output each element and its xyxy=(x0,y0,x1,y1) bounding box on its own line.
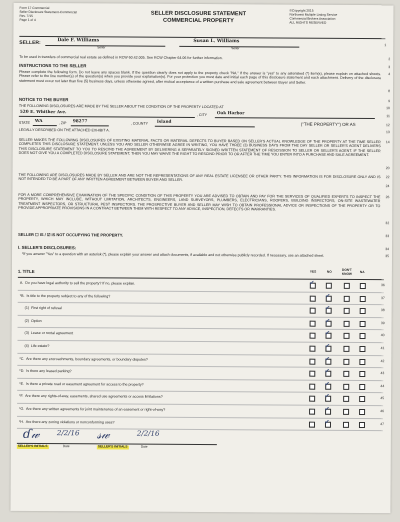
line-number: 4 xyxy=(388,72,391,77)
check-mark-icon: ✔ xyxy=(324,355,330,363)
check-mark-icon: ✔ xyxy=(324,418,330,426)
check-mark-icon: ✔ xyxy=(324,367,330,375)
line-number: 22 xyxy=(385,175,390,180)
address-value: 520 E. Whither Ave. xyxy=(19,108,67,115)
form-title xyxy=(133,11,263,25)
answer-checkbox-dk[interactable] xyxy=(343,384,349,390)
disclosure-form-page xyxy=(10,3,393,513)
answer-checkbox-na[interactable] xyxy=(359,346,365,352)
copyright-line: ©Copyright 2015 xyxy=(289,8,314,13)
answer-checkbox-yes[interactable] xyxy=(309,383,315,389)
form-id-line: Rev. 7/15 xyxy=(19,13,33,18)
line-number: 14 xyxy=(385,140,390,145)
line-number: 13 xyxy=(385,130,390,135)
title-question: *F. Are there any rights-of-way, easements, shared use agreements or access limitations? xyxy=(19,394,163,400)
title-question: (1) First right of refusal xyxy=(19,306,62,311)
answer-checkbox-yes[interactable] xyxy=(309,409,315,415)
date-label-2: Date xyxy=(140,444,148,449)
city-label: , CITY xyxy=(196,112,208,118)
line-number: 40 xyxy=(380,333,385,338)
answer-checkbox-yes[interactable] xyxy=(310,320,316,326)
date-label-1: Date xyxy=(62,444,70,449)
form-id-block xyxy=(19,7,119,23)
zip-field[interactable] xyxy=(71,119,109,126)
line-number: 36 xyxy=(381,283,385,288)
answer-checkbox-na[interactable] xyxy=(359,359,365,365)
title-section xyxy=(17,267,384,431)
answer-checkbox-yes[interactable] xyxy=(309,421,315,427)
property-label: ("THE PROPERTY") OR AS xyxy=(300,121,356,127)
title-question: (4) Life estate? xyxy=(19,343,50,349)
title-rows xyxy=(17,278,384,431)
answer-checkbox-na[interactable] xyxy=(360,321,366,327)
line-number: 20 xyxy=(385,166,390,171)
answer-checkbox-yes[interactable] xyxy=(310,295,316,301)
line-number: 2 xyxy=(388,57,391,62)
answer-checkbox-na[interactable] xyxy=(360,283,366,289)
line-number: 9 xyxy=(388,99,390,104)
answer-checkbox-yes[interactable] xyxy=(309,371,315,377)
seller-label: SELLER: xyxy=(19,39,41,47)
county-field[interactable] xyxy=(155,120,255,128)
copyright-line: Commercial Brokers Association xyxy=(289,16,336,21)
check-mark-icon: ✔ xyxy=(325,304,331,312)
initials-label-2: SELLER'S INITIALS xyxy=(97,444,128,449)
title-question: (3) Lease or rental agreement xyxy=(19,331,74,336)
disclosure-paragraph-2: THE FOLLOWING ARE DISCLOSURES MADE BY SELLER AND ARE NOT THE REPRESENTATIONS OF ANY REAL ESTATE LICENSEE OR OTHER PARTY. THIS INFORMATION IS FOR DISCLOSURE ONLY AND IS NOT INTENDED TO BE A PART OF ANY WRITTEN AGREEMENT BETWEEN BUYER AND SELLER. xyxy=(18,172,381,183)
line-number: 42 xyxy=(380,358,385,363)
answer-checkbox-dk[interactable] xyxy=(344,321,350,327)
col-yes: YES xyxy=(309,269,317,274)
answer-checkbox-no[interactable] xyxy=(326,283,332,289)
copyright-line: ALL RIGHTS RESERVED xyxy=(289,20,327,25)
answer-checkbox-yes[interactable] xyxy=(309,358,315,364)
check-mark-icon: ✔ xyxy=(324,393,330,401)
title-question: *H. Are there any zoning violations or nonconforming uses? xyxy=(18,419,115,424)
answer-checkbox-na[interactable] xyxy=(359,421,365,427)
answer-checkbox-na[interactable] xyxy=(359,384,365,390)
zip-label: , ZIP xyxy=(58,121,67,126)
line-number: 41 xyxy=(380,346,385,351)
title-question: *D. Is there any leased parking? xyxy=(19,369,72,374)
check-mark-icon: ✔ xyxy=(325,292,331,300)
title-question: *E. Is there a private road or easement agreement for access to the property? xyxy=(19,381,144,387)
sellers-disclosures-text: *If you answer "Yes" to a question with an asterisk (*), please explain your answer and attach documents, if available and not otherwise publicly recorded. If necessary, use an attached sheet. xyxy=(22,251,325,258)
title-question: *B. Is title to the property subject to any of the following? xyxy=(19,293,111,299)
footer xyxy=(17,427,379,469)
state-field[interactable] xyxy=(33,119,57,126)
disclosure-paragraph-3: FOR A MORE COMPREHENSIVE EXAMINATION OF THE SPECIFIC CONDITION OF THIS PROPERTY YOU ARE ADVISED TO OBTAIN AND PAY FOR THE SERVICES OF QUALIFIED EXPERTS TO INSPECT THE PROPERTY, WHICH MAY INCLUDE, WITHOUT LIMITATION, ARCHITECTS, ENGINEERS, LAND SURVEYORS, PLUMBERS, ELECTRICIANS, ROOFERS, BUILDING INSPECTORS, ON-SITE WASTEWATER TREATMENT INSPECTORS, OR STRUCTURAL PEST INSPECTORS. THE PROSPECTIVE BUYER AND SELLER MAY WISH TO OBTAIN PROFESSIONAL ADVICE OR INSPECTIONS OF THE PROPERTY OR TO PROVIDE APPROPRIATE PROVISIONS IN A CONTRACT BETWEEN THEM WITH RESPECT TO ANY ADVICE, INSPECTION, DEFECTS OR WARRANTIES. xyxy=(18,192,381,212)
seller-row xyxy=(19,39,385,53)
line-number: 3 xyxy=(388,65,391,70)
answer-checkbox-na[interactable] xyxy=(359,409,365,415)
answer-checkbox-dk[interactable] xyxy=(343,409,349,415)
answer-checkbox-na[interactable] xyxy=(359,371,365,377)
notice-text: THE FOLLOWING DISCLOSURES ARE MADE BY THE SELLER ABOUT THE CONDITION OF THE PROPERTY LOCATED AT xyxy=(18,103,224,110)
initials-label-1: SELLER'S INITIALS xyxy=(17,443,48,449)
check-mark-icon: ✔ xyxy=(324,380,330,388)
seller-sub-1: Seller xyxy=(97,45,106,50)
county-label: , COUNTY xyxy=(130,121,149,126)
answer-checkbox-dk[interactable] xyxy=(343,421,349,427)
answer-checkbox-yes[interactable] xyxy=(310,308,316,314)
state-label: STATE xyxy=(18,120,30,125)
line-number: 1 xyxy=(384,43,387,48)
form-title-line2: COMMERCIAL PROPERTY xyxy=(163,17,234,24)
line-number: 39 xyxy=(380,320,385,325)
line-number: 24 xyxy=(385,184,390,189)
check-mark-icon: ✔ xyxy=(324,405,330,413)
title-question: *G. Are there any written agreements for joint maintenance of an easement or right-of-way? xyxy=(19,406,166,412)
answer-checkbox-yes[interactable] xyxy=(309,396,315,402)
copyright-block xyxy=(289,10,389,26)
answer-checkbox-yes[interactable] xyxy=(309,346,315,352)
answer-checkbox-dk[interactable] xyxy=(343,396,349,402)
footer-date-2: 2/2/16 xyxy=(136,429,160,438)
line-number: 26 xyxy=(385,195,390,200)
check-mark-icon: ✔ xyxy=(324,342,331,350)
line-number: 44 xyxy=(380,383,385,388)
answer-checkbox-dk[interactable] xyxy=(343,346,349,352)
line-number: 46 xyxy=(380,409,385,414)
occupying-statement: SELLER ☐ IS / ☑ IS NOT OCCUPYING THE PROPERTY. xyxy=(18,231,124,238)
seller-name-1: Dale F. Williams xyxy=(57,38,100,44)
col-na: NA xyxy=(359,269,365,274)
intro-text: To be used in transfers of commercial real estate as defined in RCW 60.42.005. See RCW Chapter 64.06 for further information. xyxy=(19,54,223,61)
form-id-line: Page 1 of 4 xyxy=(19,17,36,22)
city-value: Oak Harbor xyxy=(216,110,245,116)
line-number: 37 xyxy=(380,295,385,300)
title-question: A. Do you have legal authority to sell the property? If no, please explain. xyxy=(19,280,136,286)
seller-sub-2: Seller xyxy=(231,46,240,51)
check-mark-icon: ✔ xyxy=(325,330,331,338)
line-number: 12 xyxy=(386,123,390,128)
line-number: 47 xyxy=(380,421,385,426)
title-heading: 1. TITLE xyxy=(17,268,35,274)
answer-checkbox-dk[interactable] xyxy=(343,371,349,377)
answer-checkbox-na[interactable] xyxy=(360,308,366,314)
title-question: *C. Are there any encroachments, boundary agreements, or boundary disputes? xyxy=(19,356,148,362)
form-title-line1: SELLER DISCLOSURE STATEMENT xyxy=(150,10,247,18)
col-dont-know: DON'T KNOW xyxy=(341,267,352,276)
answer-checkbox-na[interactable] xyxy=(360,296,366,302)
title-question: (2) Option xyxy=(19,318,42,323)
line-number: 34 xyxy=(385,247,390,252)
line-number: 35 xyxy=(385,254,390,259)
answer-checkbox-dk[interactable] xyxy=(344,283,350,289)
answer-checkbox-dk[interactable] xyxy=(344,333,350,339)
instructions-text: Please complete the following form. Do not leave any spaces blank. If the question clearly does not apply to the property check "NA." If the answer is "yes" to any asterisked (*) item(s), please explain on attached sheets. Please refer to the line number(s) of the question(s) when you provide your explanation(s). For your protection you must date and initial each page of this disclosure statement and each attachment. Delivery of the disclosure statement must occur not later than five (5) business days, unless otherwise agreed, after mutual acceptance of a written purchase and sale agreement between Buyer and Seller. xyxy=(19,69,382,85)
seller-name-2: Susan L. Williams xyxy=(193,38,240,45)
form-id-line: Seller Disclosure Statement-Commercial xyxy=(19,9,77,15)
check-mark-icon: ✔ xyxy=(325,317,331,325)
address-field[interactable] xyxy=(19,110,195,118)
legal-description: LEGALLY DESCRIBED ON THE ATTACHED EXHIBIT A. xyxy=(18,127,110,133)
footer-date-1: 2/2/16 xyxy=(56,429,80,438)
sellers-disclosures-heading: I. SELLER'S DISCLOSURES: xyxy=(18,244,77,251)
answer-checkbox-yes[interactable] xyxy=(310,333,316,339)
answer-checkbox-dk[interactable] xyxy=(344,295,350,301)
city-field[interactable] xyxy=(215,111,375,119)
line-number: 33 xyxy=(385,234,390,239)
line-number: 11 xyxy=(386,114,390,119)
line-number: 10 xyxy=(386,106,390,111)
copyright-line: Northwest Multiple Listing Service xyxy=(289,12,338,17)
line-number: 8 xyxy=(388,89,391,94)
check-mark-icon: ✔ xyxy=(309,279,315,287)
answer-checkbox-dk[interactable] xyxy=(343,358,349,364)
answer-checkbox-na[interactable] xyxy=(359,396,365,402)
zip-value: 98277 xyxy=(72,118,88,124)
line-number: 32 xyxy=(385,221,390,226)
instructions-heading: INSTRUCTIONS TO THE SELLER xyxy=(19,62,87,69)
line-number: 43 xyxy=(380,371,385,376)
seller-initials-signature-2: 𝓈𝓌 xyxy=(96,427,110,442)
line-number: 45 xyxy=(380,396,385,401)
answer-checkbox-na[interactable] xyxy=(360,333,366,339)
line-number: 38 xyxy=(380,308,385,313)
disclosure-paragraph-1: SELLER MAKES THE FOLLOWING DISCLOSURES OF EXISTING MATERIAL FACTS OR MATERIAL DEFECTS TO BUYER BASED ON SELLER'S ACTUAL KNOWLEDGE OF THE PROPERTY AT THE TIME SELLER COMPLETES THIS DISCLOSURE STATEMENT. UNLESS YOU AND SELLER OTHERWISE AGREE IN WRITING, YOU HAVE THREE (3) BUSINESS DAYS FROM THE DAY SELLER OR SELLER'S AGENT DELIVERS THIS DISCLOSURE STATEMENT TO YOU TO RESCIND THE AGREEMENT BY DELIVERING A SEPARATELY SIGNED WRITTEN STATEMENT OF RESCISSION TO SELLER OR SELLER'S AGENT. IF THE SELLER DOES NOT GIVE YOU A COMPLETED DISCLOSURE STATEMENT, THEN YOU MAY WAIVE THE RIGHT TO RESCIND PRIOR TO OR AFTER THE TIME YOU ENTER INTO A PURCHASE AND SALE AGREEMENT. xyxy=(18,137,381,157)
seller-initials-signature-1: ɗ𝓌 xyxy=(22,426,40,442)
county-value: Island xyxy=(156,118,172,124)
state-value: WA xyxy=(34,117,43,124)
notice-heading: NOTICE TO THE BUYER xyxy=(18,96,69,103)
form-id-line: Form 17 Commercial xyxy=(19,5,50,11)
col-no: NO xyxy=(326,269,332,274)
answer-checkbox-dk[interactable] xyxy=(344,308,350,314)
